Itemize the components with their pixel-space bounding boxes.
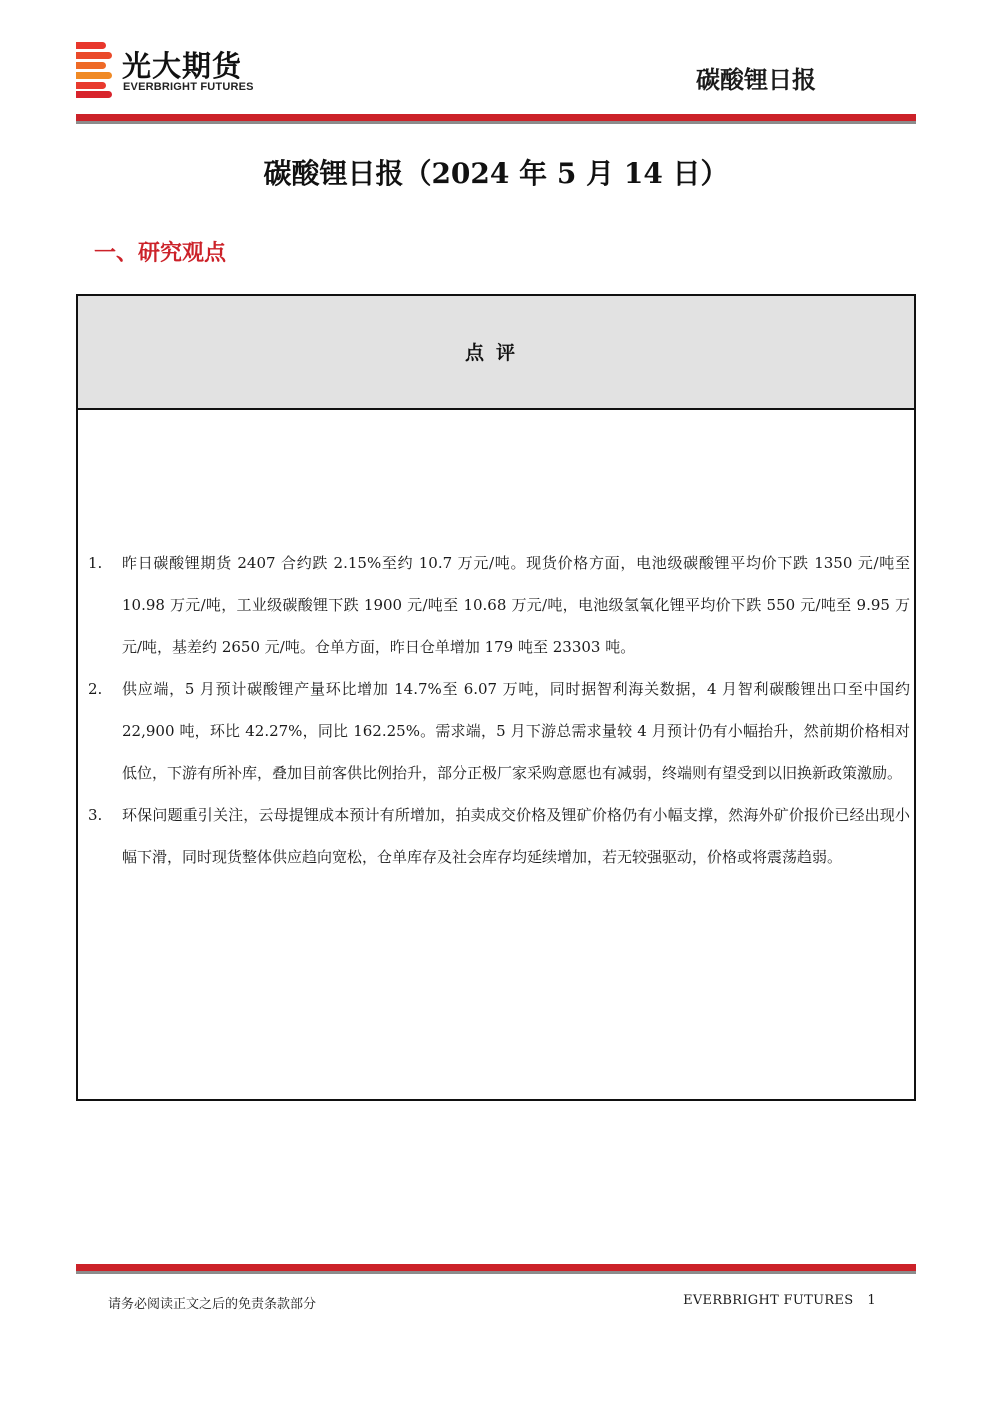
list-item-number: 1. — [88, 554, 103, 572]
list-item-number: 2. — [88, 680, 103, 698]
footer-rule-gray — [76, 1271, 916, 1274]
review-points-list — [84, 542, 910, 878]
list-item-text: 供应端，5 月预计碳酸锂产量环比增加 14.7%至 6.07 万吨，同时据智利海关数据，4 月智利碳酸锂出口至中国约 22,900 吨，环比 42.27%，同比 162.25%。需求端，5 月下游总需求量较 4 月预计仍有小幅抬升，然前期价格相对低位，下游有所补库，叠加目前客供比例抬升，部分正极厂家采购意愿也有减弱，终端则有望受到以旧换新政策激励。 — [122, 680, 910, 782]
document-title: 碳酸锂日报（2024 年 5 月 14 日） — [263, 157, 729, 190]
review-table-header — [78, 296, 914, 410]
list-item-text: 昨日碳酸锂期货 2407 合约跌 2.15%至约 10.7 万元/吨。现货价格方面，电池级碳酸锂平均价下跌 1350 元/吨至 10.98 万元/吨，工业级碳酸锂下跌 1900 元/吨至 10.68 万元/吨，电池级氢氧化锂平均价下跌 550 元/吨至 9.95 万元/吨，基差约 2650 元/吨。仓单方面，昨日仓单增加 179 吨至 23303 吨。 — [122, 554, 910, 656]
report-type-title: 碳酸锂日报 — [696, 66, 816, 94]
footer-company — [683, 1293, 876, 1308]
logo-company-name-cn: 光大期货 — [122, 49, 243, 83]
list-item-number: 3. — [88, 806, 103, 824]
footer-company-name: EVERBRIGHT FUTURES — [683, 1293, 854, 1308]
page-number: 1 — [867, 1293, 876, 1308]
section-heading: 一、研究观点 — [94, 240, 227, 266]
footer-rule-red — [76, 1264, 916, 1271]
header-rule-red — [76, 114, 916, 121]
list-item — [84, 794, 910, 878]
review-header-label: 点评 — [464, 342, 527, 364]
list-item — [84, 668, 910, 794]
company-logo — [76, 42, 296, 98]
footer-disclaimer: 请务必阅读正文之后的免责条款部分 — [108, 1297, 317, 1312]
list-item — [84, 542, 910, 668]
everbright-logo-icon — [76, 42, 116, 98]
logo-company-name-en: EVERBRIGHT FUTURES — [123, 81, 254, 93]
review-table — [76, 294, 916, 1101]
list-item-text: 环保问题重引关注，云母提锂成本预计有所增加，拍卖成交价格及锂矿价格仍有小幅支撑，然海外矿价报价已经出现小幅下滑，同时现货整体供应趋向宽松，仓单库存及社会库存均延续增加，若无较强驱动，价格或将震荡趋弱。 — [122, 806, 910, 866]
header-rule-gray — [76, 121, 916, 124]
